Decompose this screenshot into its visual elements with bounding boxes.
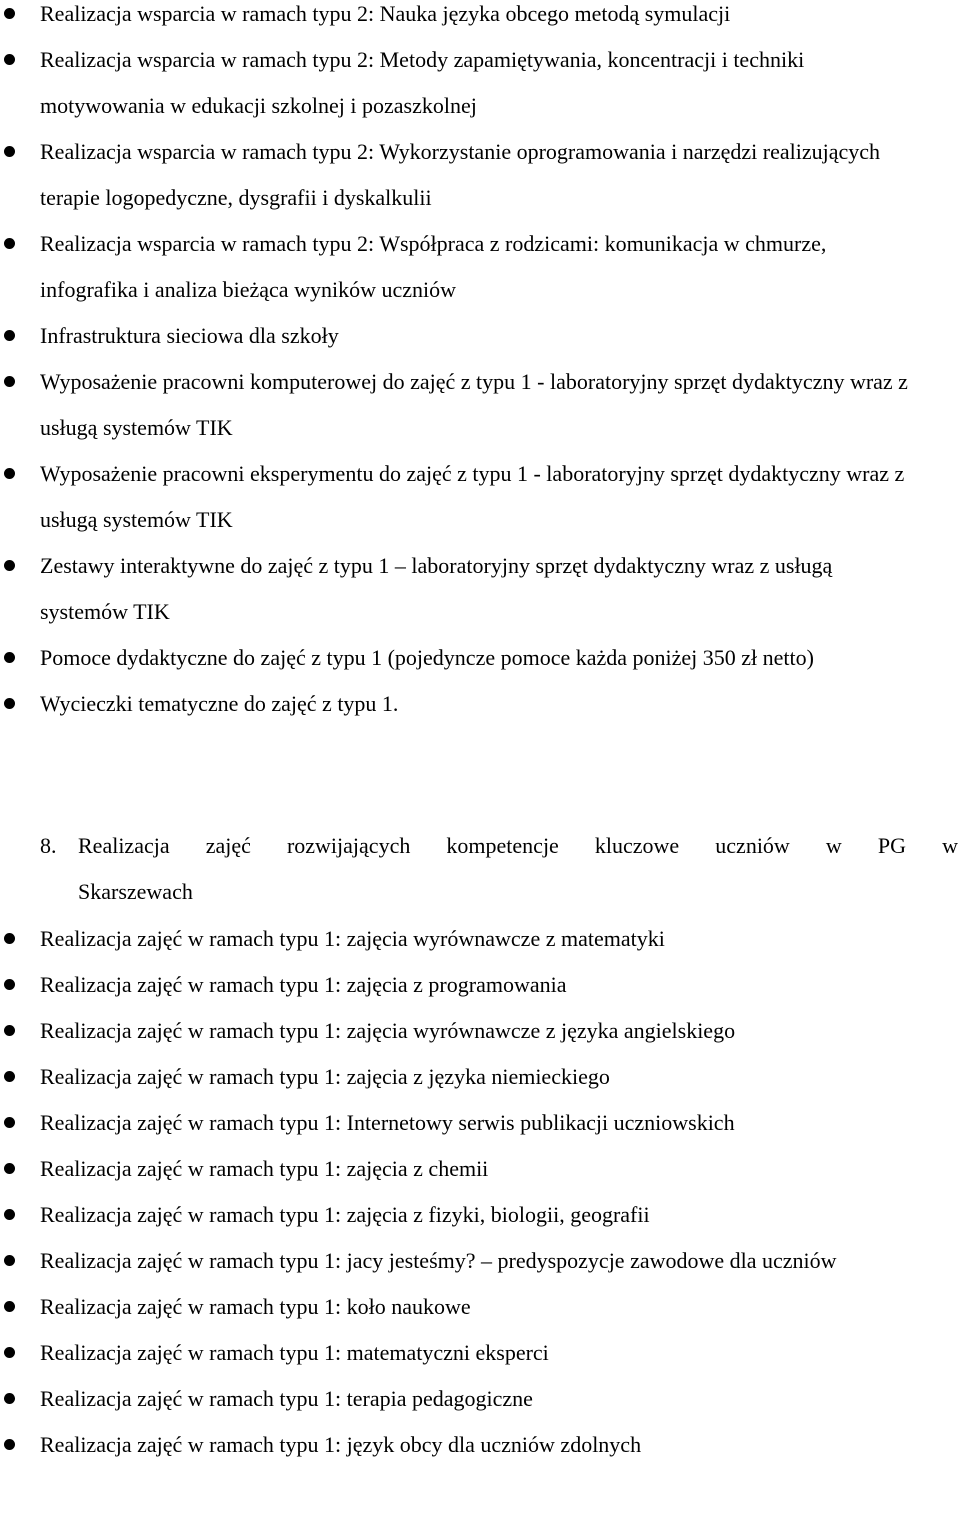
list-item-text: Realizacja zajęć w ramach typu 1: Internetowy serwis publikacji uczniowskich [40, 1110, 735, 1135]
bullet-icon [4, 1301, 15, 1312]
bullet-icon [4, 933, 15, 944]
list-item-text: Realizacja zajęć w ramach typu 1: zajęcia wyrównawcze z matematyki [40, 926, 665, 951]
list-item [0, 1100, 960, 1146]
section-heading [40, 823, 958, 915]
list-item-text: Realizacja wsparcia w ramach typu 2: Metody zapamiętywania, koncentracji i techniki motywowania w edukacji szkolnej i pozaszkolnej [40, 47, 805, 118]
bullet-icon [4, 1163, 15, 1174]
list-item-text: Realizacja wsparcia w ramach typu 2: Współpraca z rodzicami: komunikacja w chmurze, infografika i analiza bieżąca wyników uczniów [40, 231, 827, 302]
bullet-icon [4, 652, 15, 663]
bullet-icon [4, 1071, 15, 1082]
list-item-text: Realizacja zajęć w ramach typu 1: koło naukowe [40, 1294, 471, 1319]
list-item [0, 962, 960, 1008]
list-item [0, 635, 960, 681]
list-item-text: Realizacja zajęć w ramach typu 1: matematyczni eksperci [40, 1340, 549, 1365]
bullet-icon [4, 1117, 15, 1128]
list-item [0, 451, 960, 543]
bullet-icon [4, 560, 15, 571]
bullet-icon [4, 698, 15, 709]
list-item-text: Realizacja zajęć w ramach typu 1: język obcy dla uczniów zdolnych [40, 1432, 642, 1457]
list-item [0, 1284, 960, 1330]
list-item [0, 1376, 960, 1422]
list-item [0, 37, 960, 129]
bullet-icon [4, 238, 15, 249]
bullet-icon [4, 1347, 15, 1358]
bullet-icon [4, 376, 15, 387]
bullet-icon [4, 1393, 15, 1404]
section-title-line1: Realizacja zajęć rozwijających kompetencje kluczowe uczniów w PG w [78, 833, 958, 858]
list-item [0, 313, 960, 359]
bullet-icon [4, 1025, 15, 1036]
list-item [0, 681, 960, 727]
list-item [0, 1054, 960, 1100]
list-item [0, 1330, 960, 1376]
list-item [0, 543, 960, 635]
bullet-icon [4, 979, 15, 990]
support-items-list [0, 0, 960, 727]
list-item-text: Realizacja zajęć w ramach typu 1: zajęcia z programowania [40, 972, 567, 997]
list-item [0, 1422, 960, 1468]
bullet-icon [4, 330, 15, 341]
list-item [0, 359, 960, 451]
list-item [0, 1238, 960, 1284]
section-title-line2: Skarszewach [78, 879, 193, 904]
list-item [0, 1192, 960, 1238]
list-item-text: Wycieczki tematyczne do zajęć z typu 1. [40, 691, 399, 716]
list-item-text: Infrastruktura sieciowa dla szkoły [40, 323, 339, 348]
list-item-text: Realizacja zajęć w ramach typu 1: zajęcia wyrównawcze z języka angielskiego [40, 1018, 736, 1043]
list-item-text: Realizacja zajęć w ramach typu 1: jacy jesteśmy? – predyspozycje zawodowe dla uczniów [40, 1248, 837, 1273]
list-item-text: Realizacja zajęć w ramach typu 1: zajęcia z języka niemieckiego [40, 1064, 610, 1089]
bullet-icon [4, 1209, 15, 1220]
list-item-text: Realizacja zajęć w ramach typu 1: terapia pedagogiczne [40, 1386, 533, 1411]
list-item-text: Realizacja wsparcia w ramach typu 2: Nauka języka obcego metodą symulacji [40, 1, 731, 26]
list-item [0, 1146, 960, 1192]
list-item-text: Realizacja wsparcia w ramach typu 2: Wykorzystanie oprogramowania i narzędzi realizujących terapie logopedyczne, dysgrafii i dyskalkulii [40, 139, 880, 210]
list-item [0, 221, 960, 313]
bullet-icon [4, 1255, 15, 1266]
bullet-icon [4, 146, 15, 157]
bullet-icon [4, 54, 15, 65]
classes-list [0, 916, 960, 1468]
list-item-text: Zestawy interaktywne do zajęć z typu 1 – laboratoryjny sprzęt dydaktyczny wraz z usługą systemów TIK [40, 553, 833, 624]
list-item [0, 916, 960, 962]
bullet-icon [4, 1439, 15, 1450]
list-item-text: Pomoce dydaktyczne do zajęć z typu 1 (pojedyncze pomoce każda poniżej 350 zł netto) [40, 645, 814, 670]
section-number: 8. [40, 833, 57, 858]
bullet-icon [4, 468, 15, 479]
list-item-text: Realizacja zajęć w ramach typu 1: zajęcia z chemii [40, 1156, 489, 1181]
list-item [0, 129, 960, 221]
list-item [0, 1008, 960, 1054]
bullet-icon [4, 8, 15, 19]
list-item-text: Wyposażenie pracowni komputerowej do zajęć z typu 1 - laboratoryjny sprzęt dydaktyczny wraz z usługą systemów TIK [40, 369, 908, 440]
list-item-text: Realizacja zajęć w ramach typu 1: zajęcia z fizyki, biologii, geografii [40, 1202, 650, 1227]
list-item-text: Wyposażenie pracowni eksperymentu do zajęć z typu 1 - laboratoryjny sprzęt dydaktyczny wraz z usługą systemów TIK [40, 461, 905, 532]
list-item [0, 0, 960, 37]
